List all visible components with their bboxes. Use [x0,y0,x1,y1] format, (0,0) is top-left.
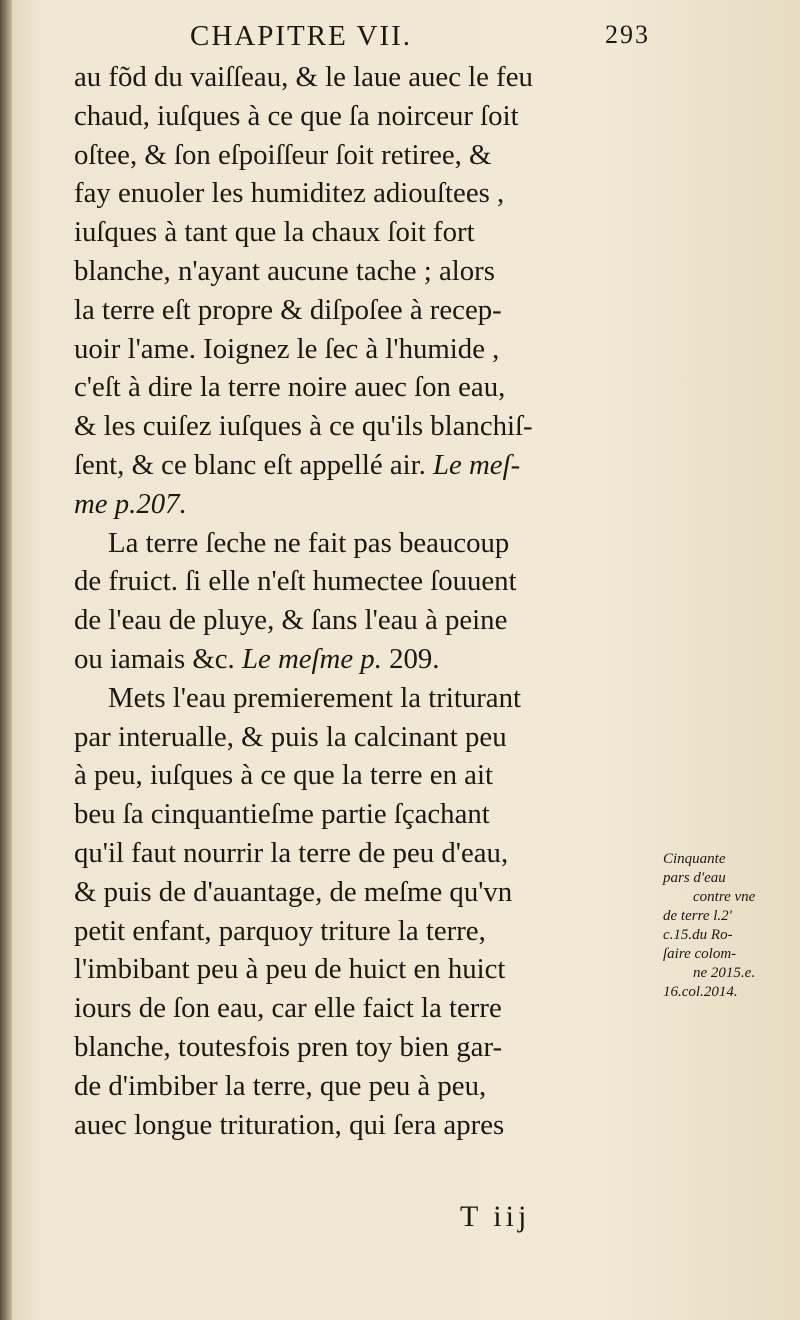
text-segment: ou iamais &c. [74,642,235,675]
margin-note-line: pars d'eau [663,870,726,886]
reference-note: me p.207. [74,487,187,520]
margin-note-line: 16.col.2014. [663,984,738,1000]
text-line: beu ſa cinquantieſme partie ſçachant [74,798,490,831]
margin-note-line: de terre l.2' [663,908,732,924]
margin-note-line: ne 2015.e. [693,965,756,981]
text-line [74,446,666,485]
running-title: CHAPITRE VII. [190,20,413,52]
margin-note-line: c.15.du Ro- [663,927,733,943]
text-line: & puis de d'auantage, de meſme qu'vn [74,875,513,908]
text-line: par interualle, & puis la calcinant peu [74,720,507,753]
text-line: blanche, toutesfois pren toy bien gar- [74,1030,503,1063]
text-line: qu'il faut nourrir la terre de peu d'eau, [74,836,509,869]
page-body [74,58,666,1144]
text-line: au fõd du vaiſſeau, & le laue auec le feu [74,61,533,93]
text-line: & les cuiſez iuſques à ce qu'ils blanchiſ- [74,410,533,443]
text-line: petit enfant, parquoy triture la terre, [74,914,486,947]
text-line: oſtee, & ſon eſpoiſſeur ſoit retiree, & [74,138,492,171]
margin-note-line: ſaire colom- [663,946,737,962]
text-line: c'eſt à dire la terre noire auec ſon eau, [74,371,506,404]
reference-note: Le meſ- [433,448,521,481]
margin-note [663,850,798,1002]
text-line: de d'imbiber la terre, que peu à peu, [74,1069,487,1102]
text-line: iuſques à tant que la chaux ſoit fort [74,216,475,249]
text-line: uoir l'ame. Ioignez le ſec à l'humide , [74,332,500,365]
text-line: auec longue trituration, qui ſera apres [74,1108,505,1141]
text-line: de fruict. ſi elle n'eſt humectee ſouuent [74,565,517,598]
margin-note-line: Cinquante [663,851,726,867]
reference-number: 209. [389,642,440,675]
text-segment: ſent, & ce blanc eſt appellé air. [74,448,426,481]
text-line: la terre eſt propre & diſpoſee à recep- [74,293,502,326]
text-line: La terre ſeche ne fait pas beaucoup [108,526,510,559]
text-line [74,640,666,679]
text-line: iours de ſon eau, car elle faict la terre [74,992,502,1025]
text-line: chaud, iuſques à ce que ſa noirceur ſoit [74,99,519,132]
text-line: blanche, n'ayant aucune tache ; alors [74,254,495,287]
signature-mark: T iij [460,1200,531,1233]
text-line: fay enuoler les humiditez adiouſtees , [74,177,505,210]
text-line: l'imbibant peu à peu de huict en huict [74,953,506,986]
binding-edge [0,0,12,1320]
text-line: à peu, iuſques à ce que la terre en ait [74,759,493,792]
text-line: de l'eau de pluye, & ſans l'eau à peine [74,604,508,637]
page-number: 293 [605,20,650,49]
reference-note: Le meſme p. [241,642,382,675]
margin-note-line: contre vne [693,889,756,905]
text-line: Mets l'eau premierement la triturant [108,681,521,714]
page-header [160,20,660,56]
